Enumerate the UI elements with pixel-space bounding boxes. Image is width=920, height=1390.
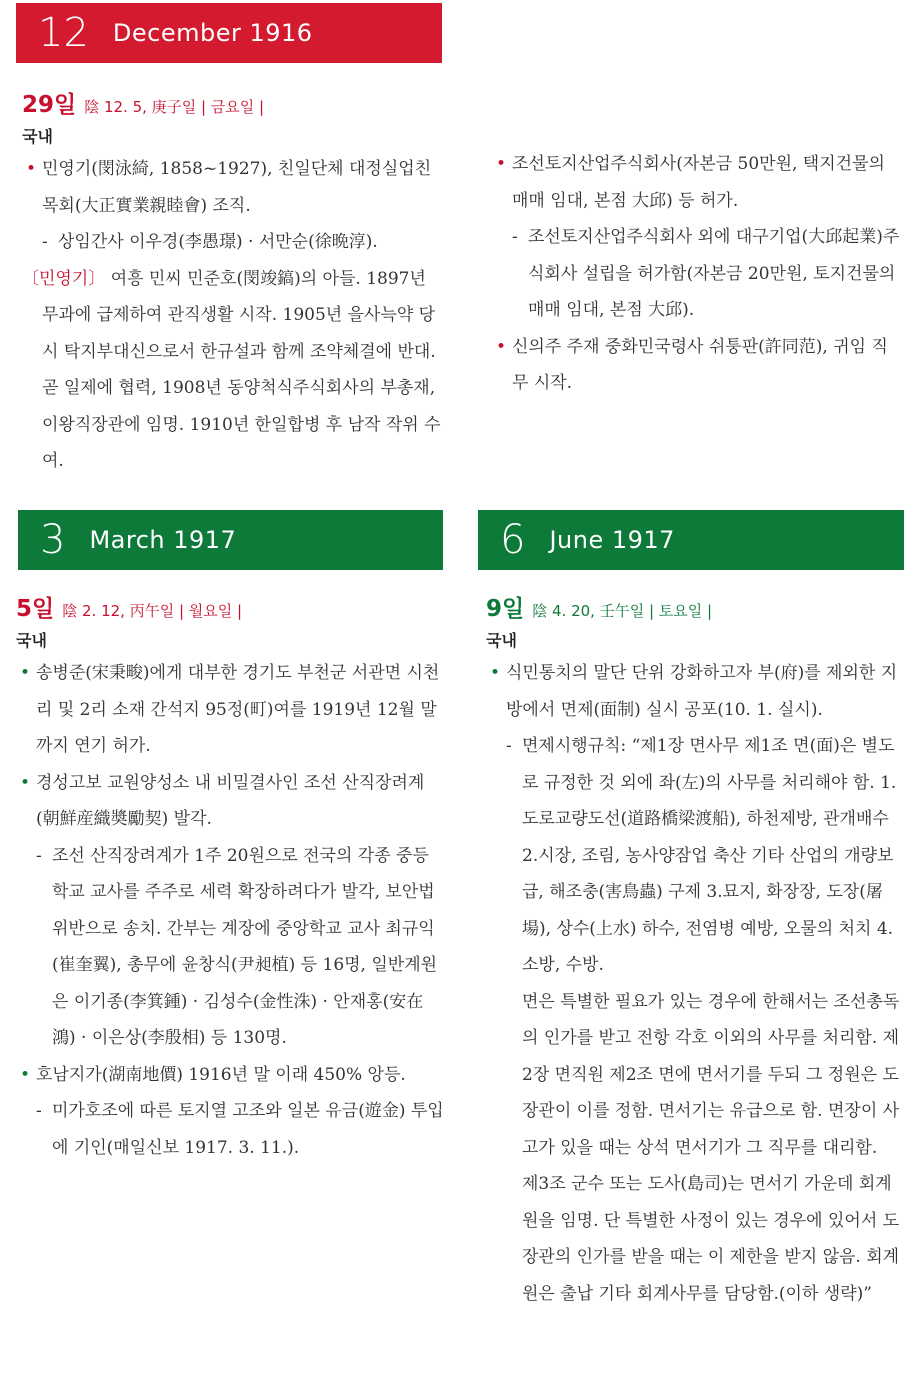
month-banner-june [478, 510, 904, 570]
lunar-date: 陰 2. 12, 丙午일 | 월요일 | [62, 602, 243, 620]
sub-item: - 면제시행규칙: “제1장 면사무 제1조 면(面)은 별도로 규정한 것 외에 좌(左)의 사무를 처리해야 함. 1.도로교량도선(道路橋梁渡船), 하천제방, 관개배수 2.시장, 조림, 농사양잠업 축산 기타 산업의 개량보급, 해조충(害鳥蟲) 구제 3.묘지, 화장장, 도장(屠場), 상수(上水) 하수, 전염병 예방, 오물의 처치 4.소방, 수방. [486, 728, 904, 984]
list-item: • 경성고보 교원양성소 내 비밀결사인 조선 산직장려계(朝鮮産織奬勵契) 발각. [16, 765, 444, 838]
profile-note [22, 261, 442, 480]
category-heading: 국내 [22, 127, 53, 146]
list-item: • 민영기(閔泳綺, 1858~1927), 친일단체 대정실업친목회(大正實業親睦會) 조직. [22, 151, 442, 224]
continuation-paragraph: 면은 특별한 필요가 있는 경우에 한해서는 조선총독의 인가를 받고 전항 각호 이외의 사무를 처리함. 제2장 면직원 제2조 면에 면서기를 두되 그 정원은 도장관이 이를 정함. 면서기는 유급으로 함. 면장이 사고가 있을 때는 상석 면서기가 그 직무를 대리함. [522, 991, 900, 1158]
sub-item: - 미가호조에 따른 토지열 고조와 일본 유금(遊金) 투입에 기인(매일신보 1917. 3. 11.). [16, 1093, 444, 1166]
lunar-date: 陰 12. 5, 庚子일 | 금요일 | [84, 98, 265, 116]
list-item: • 호남지가(湖南地價) 1916년 말 이래 450% 앙등. [16, 1057, 444, 1094]
month-banner-december [16, 3, 442, 63]
continuation-paragraph: 제3조 군수 또는 도사(島司)는 면서기 가운데 회계원을 임명. 단 특별한 사정이 있는 경우에 있어서 도장관의 인가를 받을 때는 이 제한을 받지 않음. 회계원은 출납 기타 회계사무를 담당함.(이하 생략)” [522, 1174, 900, 1304]
list-item: • 신의주 주재 중화민국령사 쉬퉁판(許同范), 귀임 직무 시작. [492, 329, 904, 402]
category-heading: 국내 [16, 631, 47, 650]
day-number: 9일 [486, 596, 525, 622]
month-number: 12 [38, 10, 89, 56]
lunar-date: 陰 4. 20, 壬午일 | 토요일 | [532, 602, 713, 620]
month-banner-march [18, 510, 443, 570]
day-header [16, 590, 444, 620]
list-item: • 조선토지산업주식회사(자본금 50만원, 택지건물의 매매 임대, 본점 大邱) 등 허가. [492, 146, 904, 219]
sub-item: - 상임간사 이우경(李愚璟) · 서만순(徐晩淳). [22, 224, 442, 261]
day-header [22, 86, 442, 116]
dec-right-column [492, 146, 904, 402]
day-number: 29일 [22, 92, 77, 118]
month-label: June 1917 [549, 526, 675, 554]
month-label: December 1916 [112, 19, 313, 47]
june-column [486, 590, 904, 1312]
march-column [16, 590, 444, 1166]
month-label: March 1917 [89, 526, 237, 554]
month-number: 6 [500, 517, 526, 563]
profile-tag: 〔민영기〕 [22, 268, 106, 289]
sub-item: - 조선토지산업주식회사 외에 대구기업(大邱起業)주식회사 설립을 허가함(자본금 20만원, 토지건물의 매매 임대, 본점 大邱). [492, 219, 904, 329]
dec-left-column [22, 86, 442, 480]
month-number: 3 [40, 517, 66, 563]
category-heading: 국내 [486, 631, 517, 650]
list-item: • 송병준(宋秉畯)에게 대부한 경기도 부천군 서관면 시천리 및 2리 소재 간석지 95정(町)여를 1919년 12월 말까지 연기 허가. [16, 655, 444, 765]
list-item: • 식민통치의 말단 단위 강화하고자 부(府)를 제외한 지방에서 면제(面制) 실시 공포(10. 1. 실시). [486, 655, 904, 728]
sub-item: - 조선 산직장려계가 1주 20원으로 전국의 각종 중등학교 교사를 주주로 세력 확장하려다가 발각, 보안법 위반으로 송치. 간부는 계장에 중앙학교 교사 최규익(崔奎翼), 총무에 윤창식(尹昶植) 등 16명, 일반계원은 이기종(李箕鍾) · 김성수(金性洙) · 안재홍(安在鴻) · 이은상(李殷相) 등 130명. [16, 838, 444, 1057]
day-header [486, 590, 904, 620]
profile-text: 여흥 민씨 민준호(閔竣鎬)의 아들. 1897년 무과에 급제하여 관직생활 시작. 1905년 을사늑약 당시 탁지부대신으로서 한규설과 함께 조약체결에 반대. 곧 일제에 협력, 1908년 동양척식주식회사의 부총재, 이왕직장관에 임명. 1910년 한일합병 후 남작 작위 수여. [42, 268, 441, 471]
day-number: 5일 [16, 596, 55, 622]
